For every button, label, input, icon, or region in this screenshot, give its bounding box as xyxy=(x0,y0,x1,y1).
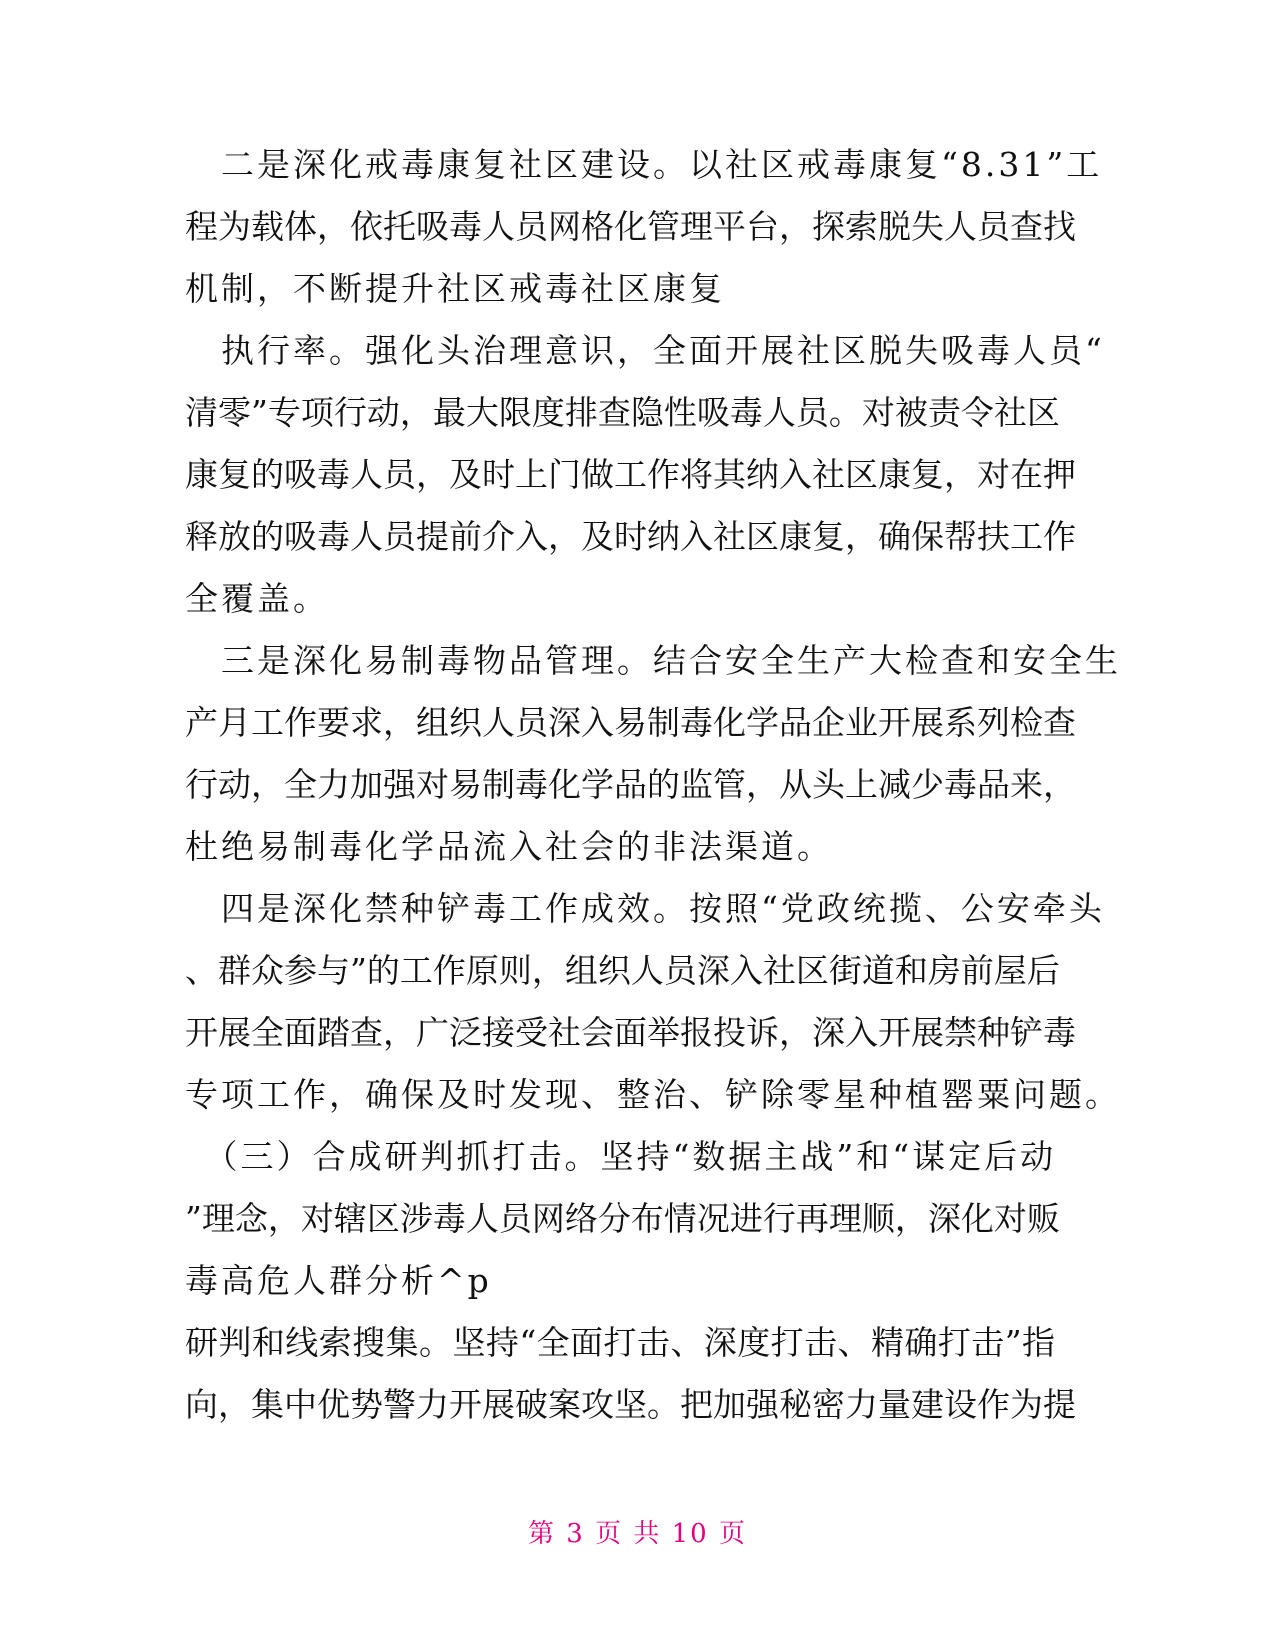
paragraph-line: 研判和线索搜集。坚持“全面打击、深度打击、精确打击”指 xyxy=(185,1323,1055,1362)
paragraph-line: 机制，不断提升社区戒毒社区康复 xyxy=(185,269,725,308)
paragraph-line: 杜绝易制毒化学品流入社会的非法渠道。 xyxy=(185,827,833,866)
page-number-footer: 第 3 页 共 10 页 xyxy=(528,1519,747,1549)
paragraph-line: 开展全面踏查，广泛接受社会面举报投诉，深入开展禁种铲毒 xyxy=(185,1013,1076,1052)
paragraph-line: 毒高危人群分析^p xyxy=(185,1261,492,1300)
paragraph-line: 程为载体，依托吸毒人员网格化管理平台，探索脱失人员查找 xyxy=(185,207,1076,246)
paragraph-line: ”理念，对辖区涉毒人员网络分布情况进行再理顺，深化对贩 xyxy=(185,1199,1060,1238)
paragraph-line: 行动，全力加强对易制毒化学品的监管，从头上减少毒品来， xyxy=(185,765,1076,804)
paragraph-line: 、群众参与”的工作原则，组织人员深入社区街道和房前屋后 xyxy=(185,951,1060,990)
paragraph-line: 四是深化禁种铲毒工作成效。按照“党政统揽、公安牵头 xyxy=(185,889,1105,928)
paragraph-line: 专项工作，确保及时发现、整治、铲除零星种植罂粟问题。 xyxy=(185,1075,1121,1114)
paragraph-line: （三）合成研判抓打击。坚持“数据主战”和“谋定后动 xyxy=(185,1137,1057,1176)
paragraph-line: 三是深化易制毒物品管理。结合安全生产大检查和安全生 xyxy=(185,641,1121,680)
paragraph-line: 向，集中优势警力开展破案攻坚。把加强秘密力量建设作为提 xyxy=(185,1385,1076,1424)
paragraph-line: 执行率。强化头治理意识，全面开展社区脱失吸毒人员“ xyxy=(185,331,1105,370)
paragraph-line: 清零”专项行动，最大限度排查隐性吸毒人员。对被责令社区 xyxy=(185,393,1060,432)
paragraph-line: 产月工作要求，组织人员深入易制毒化学品企业开展系列检查 xyxy=(185,703,1076,742)
paragraph-line: 全覆盖。 xyxy=(185,579,329,618)
paragraph-line: 二是深化戒毒康复社区建设。以社区戒毒康复“8.31”工 xyxy=(185,145,1103,184)
paragraph-line: 释放的吸毒人员提前介入，及时纳入社区康复，确保帮扶工作 xyxy=(185,517,1076,556)
paragraph-line: 康复的吸毒人员，及时上门做工作将其纳入社区康复，对在押 xyxy=(185,455,1076,494)
